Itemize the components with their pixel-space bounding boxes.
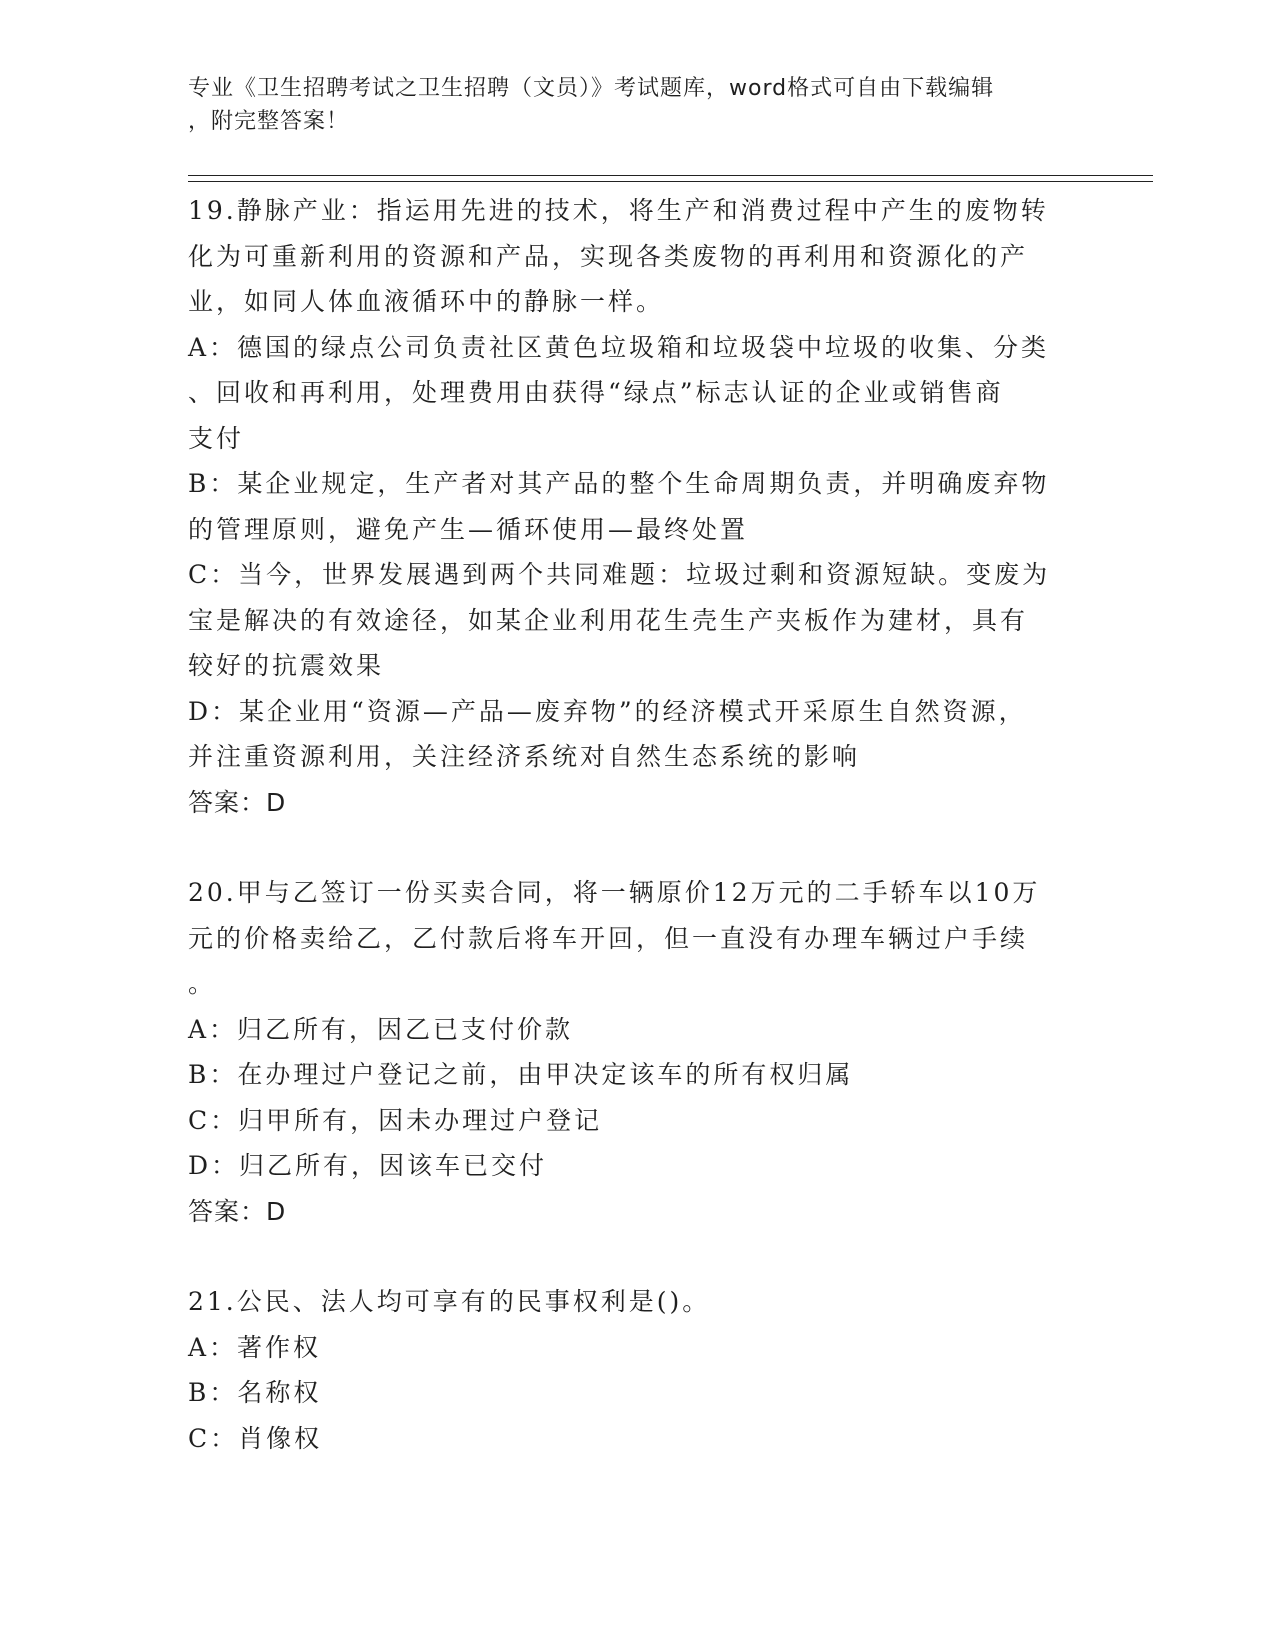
question-20 [188,870,1088,1234]
option-line: C：肖像权 [188,1423,323,1453]
option-line: B：某企业规定，生产者对其产品的整个生命周期负责，并明确废弃物 [188,469,1050,498]
question-stem-line: 元的价格卖给乙，乙付款后将车开回，但一直没有办理车辆过户手续 [188,923,1029,953]
option-c [188,1098,1088,1144]
question-stem-line: 20.甲与乙签订一份买卖合同，将一辆原价12万元的二手轿车以10万 [188,878,1041,907]
option-line: A：归乙所有，因乙已支付价款 [188,1014,574,1044]
question-stem-line: 化为可重新利用的资源和产品，实现各类废物的再利用和资源化的产 [188,241,1029,271]
option-line: 、回收和再利用，处理费用由获得“绿点”标志认证的企业或销售商 [188,378,1004,407]
header-line-2: ，附完整答案！ [188,109,350,134]
option-a [188,1007,1088,1053]
option-c [188,552,1088,689]
question-stem-line: 。 [188,969,217,998]
header-divider-bottom [188,181,1153,182]
option-line: 的管理原则，避免产生—循环使用—最终处置 [188,514,749,544]
option-line: D：归乙所有，因该车已交付 [188,1151,548,1180]
option-line: 并注重资源利用，关注经济系统对自然生态系统的影响 [188,742,861,771]
question-stem-line: 业，如同人体血液循环中的静脉一样。 [188,287,665,316]
option-a [188,1325,1088,1371]
question-stem-line: 19.静脉产业：指运用先进的技术，将生产和消费过程中产生的废物转 [188,196,1049,225]
header-divider-top [188,175,1153,176]
option-line: 支付 [188,423,245,453]
header-line-1: 专业《卫生招聘考试之卫生招聘（文员）》考试题库，word格式可自由下载编辑 [188,76,995,101]
option-d [188,689,1088,780]
option-line: C：当今，世界发展遇到两个共同难题：垃圾过剩和资源短缺。变废为 [188,560,1051,589]
option-line: D：某企业用“资源—产品—废弃物”的经济模式开采原生自然资源， [188,696,1027,726]
option-a [188,325,1088,462]
answer-label: 答案：D [188,787,287,817]
option-line: A：德国的绿点公司负责社区黄色垃圾箱和垃圾袋中垃圾的收集、分类 [188,332,1050,362]
question-19 [188,188,1088,825]
document-header [188,72,1088,138]
question-21 [188,1279,1088,1461]
option-c [188,1416,1088,1462]
answer-label: 答案：D [188,1196,287,1226]
option-line: B：在办理过户登记之前，由甲决定该车的所有权归属 [188,1060,854,1089]
option-line: 宝是解决的有效途径，如某企业利用花生壳生产夹板作为建材，具有 [188,605,1029,635]
question-stem-line: 21.公民、法人均可享有的民事权利是()。 [188,1287,711,1316]
option-line: A：著作权 [188,1332,322,1362]
option-d [188,1143,1088,1189]
option-line: B：名称权 [188,1378,322,1407]
option-b [188,1052,1088,1098]
option-b [188,461,1088,552]
question-list [188,188,1088,1506]
option-line: 较好的抗震效果 [188,651,385,680]
option-line: C：归甲所有，因未办理过户登记 [188,1105,603,1135]
option-b [188,1370,1088,1416]
